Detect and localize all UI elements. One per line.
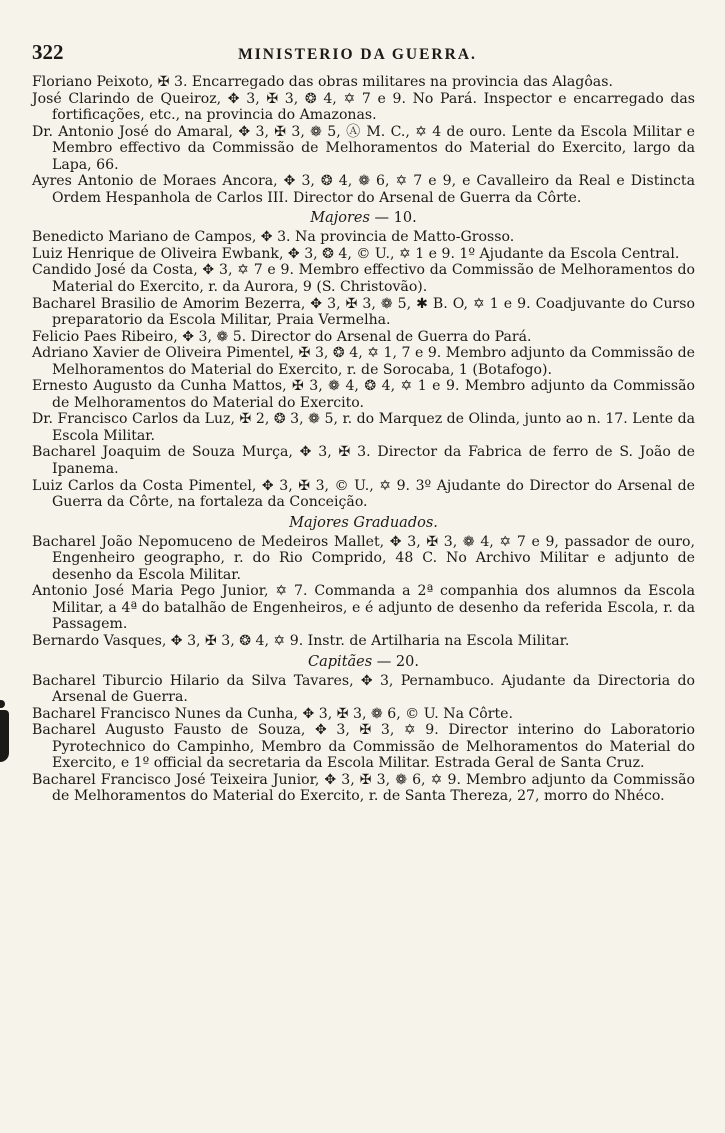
- list-item: Bacharel Francisco Nunes da Cunha, ✥ 3, ✠ 3, ❁ 6, © U. Na Côrte.: [32, 705, 513, 722]
- section-generals-continued: [32, 74, 695, 206]
- list-item: Benedicto Mariano de Campos, ✥ 3. Na provincia de Matto-Grosso.: [32, 229, 515, 246]
- section-heading-label: Capitães —: [308, 653, 392, 670]
- section-heading: [32, 653, 695, 671]
- list-item: Dr. Francisco Carlos da Luz, ✠ 2, ❂ 3, ❁ 5, r. do Marquez de Olinda, junto ao n. 17. Lente da Escola Militar.: [32, 411, 695, 444]
- page-header: [32, 40, 695, 74]
- list-item: Bacharel Augusto Fausto de Souza, ✥ 3, ✠ 3, ✡ 9. Director interino do Laboratorio Pyrotechnico do Campinho, Membro da Commissão de Melhoramentos do Material do Exercito, e 1º official da secretaria da Escola Militar. Estrada Geral de Santa Cruz.: [32, 722, 695, 772]
- section-majores: [32, 209, 695, 510]
- list-item: Bacharel Tiburcio Hilario da Silva Tavares, ✥ 3, Pernambuco. Ajudante da Directoria do Arsenal de Guerra.: [32, 672, 695, 706]
- section-heading-count: 20.: [395, 653, 419, 670]
- list-item: Ernesto Augusto da Cunha Mattos, ✠ 3, ❁ 4, ❂ 4, ✡ 1 e 9. Membro adjunto da Commissão de Melhoramentos do Material do Exercito.: [32, 378, 695, 411]
- section-heading: [32, 514, 695, 532]
- list-item: Bacharel Brasilio de Amorim Bezerra, ✥ 3, ✠ 3, ❁ 5, ✱ B. O, ✡ 1 e 9. Coadjuvante do Curso preparatorio da Escola Militar, Praia Vermelha.: [32, 295, 695, 329]
- section-capitaes: [32, 653, 695, 805]
- page-edge-ink-mark: [0, 710, 9, 762]
- list-item: Adriano Xavier de Oliveira Pimentel, ✠ 3, ❂ 4, ✡ 1, 7 e 9. Membro adjunto da Commissão de Melhoramentos do Material do Exercito, r. de Sorocaba, 1 (Botafogo).: [32, 345, 695, 378]
- list-item: Candido José da Costa, ✥ 3, ✡ 7 e 9. Membro effectivo da Commissão de Melhoramentos do Material do Exercito, r. da Aurora, 9 (S. Christovão).: [32, 262, 695, 296]
- section-heading-count: 10.: [393, 210, 417, 227]
- list-item: José Clarindo de Queiroz, ✥ 3, ✠ 3, ❂ 4, ✡ 7 e 9. No Pará. Inspector e encarregado das fortificações, etc., na provincia do Amazonas.: [32, 90, 695, 124]
- section-heading: [32, 209, 695, 227]
- list-item: Bacharel Joaquim de Souza Murça, ✥ 3, ✠ 3. Director da Fabrica de ferro de S. João de Ipanema.: [32, 444, 695, 478]
- list-item: Luiz Carlos da Costa Pimentel, ✥ 3, ✠ 3, © U., ✡ 9. 3º Ajudante do Director do Arsenal de Guerra da Côrte, na fortaleza da Conceição.: [32, 477, 695, 511]
- running-head: MINISTERIO DA GUERRA.: [238, 46, 477, 63]
- section-heading-label: Majores Graduados.: [289, 514, 438, 531]
- list-item: Antonio José Maria Pego Junior, ✡ 7. Commanda a 2ª companhia dos alumnos da Escola Militar, a 4ª do batalhão de Engenheiros, e é adjunto de desenho da referida Escola, r. da Passagem.: [32, 583, 695, 633]
- list-item: Dr. Antonio José do Amaral, ✥ 3, ✠ 3, ❁ 5, Ⓐ M. C., ✡ 4 de ouro. Lente da Escola Militar e Membro effectivo da Commissão de Melhoramentos do Material do Exercito, largo da Lapa, 66.: [32, 123, 695, 173]
- list-item: Bacharel João Nepomuceno de Medeiros Mallet, ✥ 3, ✠ 3, ❁ 4, ✡ 7 e 9, passador de ouro, Engenheiro geographo, r. do Rio Comprido, 48 C. No Archivo Militar e adjunto de desenho da Escola Militar.: [32, 533, 695, 583]
- list-item: Ayres Antonio de Moraes Ancora, ✥ 3, ❂ 4, ❁ 6, ✡ 7 e 9, e Cavalleiro da Real e Distincta Ordem Hespanhola de Carlos III. Director do Arsenal de Guerra da Côrte.: [32, 173, 695, 206]
- list-item: Luiz Henrique de Oliveira Ewbank, ✥ 3, ❂ 4, © U., ✡ 1 e 9. 1º Ajudante da Escola Central.: [32, 245, 680, 262]
- list-item: Bernardo Vasques, ✥ 3, ✠ 3, ❂ 4, ✡ 9. Instr. de Artilharia na Escola Militar.: [32, 632, 570, 649]
- list-item: Felicio Paes Ribeiro, ✥ 3, ❁ 5. Director do Arsenal de Guerra do Pará.: [32, 328, 532, 345]
- list-item: Bacharel Francisco José Teixeira Junior, ✥ 3, ✠ 3, ❁ 6, ✡ 9. Membro adjunto da Commissão de Melhoramentos do Material do Exercito, r. de Santa Thereza, 27, morro do Nhéco.: [32, 771, 695, 805]
- section-majores-graduados: [32, 514, 695, 650]
- list-item: Floriano Peixoto, ✠ 3. Encarregado das obras militares na provincia das Alagôas.: [32, 74, 613, 90]
- section-heading-label: Majores —: [310, 210, 390, 227]
- page-number: 322: [32, 40, 64, 64]
